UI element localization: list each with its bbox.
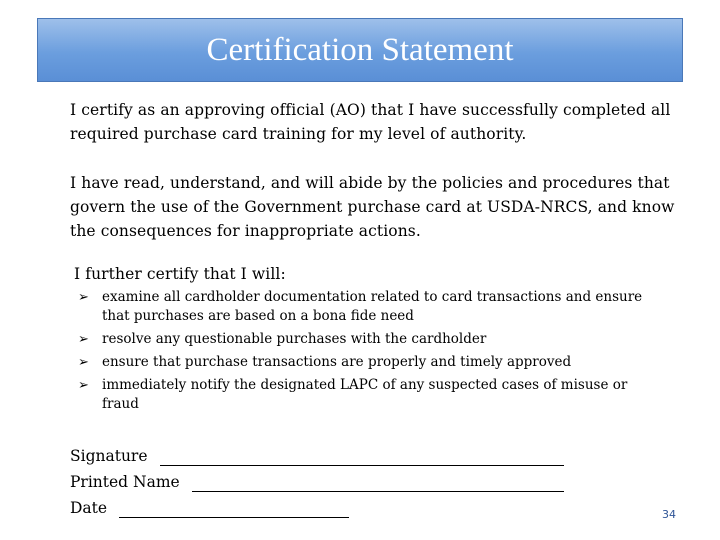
arrow-bullet-icon: ➢ bbox=[78, 290, 89, 305]
date-line[interactable] bbox=[119, 503, 349, 518]
certification-bullet-list bbox=[78, 288, 668, 418]
printed-name-label: Printed Name bbox=[70, 473, 180, 491]
list-item bbox=[78, 353, 668, 372]
date-label: Date bbox=[70, 499, 108, 517]
title-banner bbox=[37, 18, 683, 82]
list-item bbox=[78, 330, 668, 349]
date-row bbox=[70, 498, 349, 518]
printed-name-row bbox=[70, 472, 564, 492]
signature-row bbox=[70, 446, 564, 466]
further-certify-heading: I further certify that I will: bbox=[74, 265, 286, 283]
page-number: 34 bbox=[662, 508, 676, 521]
slide-title: Certification Statement bbox=[206, 31, 514, 68]
bullet-text: examine all cardholder documentation related to card transactions and ensure that purchases are based on a bona fide need bbox=[102, 289, 643, 324]
signature-line[interactable] bbox=[160, 451, 564, 466]
printed-name-line[interactable] bbox=[192, 477, 564, 492]
policy-paragraph: I have read, understand, and will abide by the policies and procedures that govern the use of the Government purchase card at USDA-NRCS, and know the consequences for inappropriate actions. bbox=[70, 174, 675, 240]
signature-label: Signature bbox=[70, 447, 148, 465]
certification-paragraph: I certify as an approving official (AO) that I have successfully completed all required purchase card training for my level of authority. bbox=[70, 101, 671, 143]
bullet-text: immediately notify the designated LAPC of any suspected cases of misuse or fraud bbox=[102, 377, 628, 412]
list-item bbox=[78, 376, 668, 414]
list-item bbox=[78, 288, 668, 326]
bullet-text: ensure that purchase transactions are properly and timely approved bbox=[102, 354, 572, 370]
arrow-bullet-icon: ➢ bbox=[78, 332, 89, 347]
arrow-bullet-icon: ➢ bbox=[78, 355, 89, 370]
arrow-bullet-icon: ➢ bbox=[78, 378, 89, 393]
bullet-text: resolve any questionable purchases with the cardholder bbox=[102, 331, 487, 347]
